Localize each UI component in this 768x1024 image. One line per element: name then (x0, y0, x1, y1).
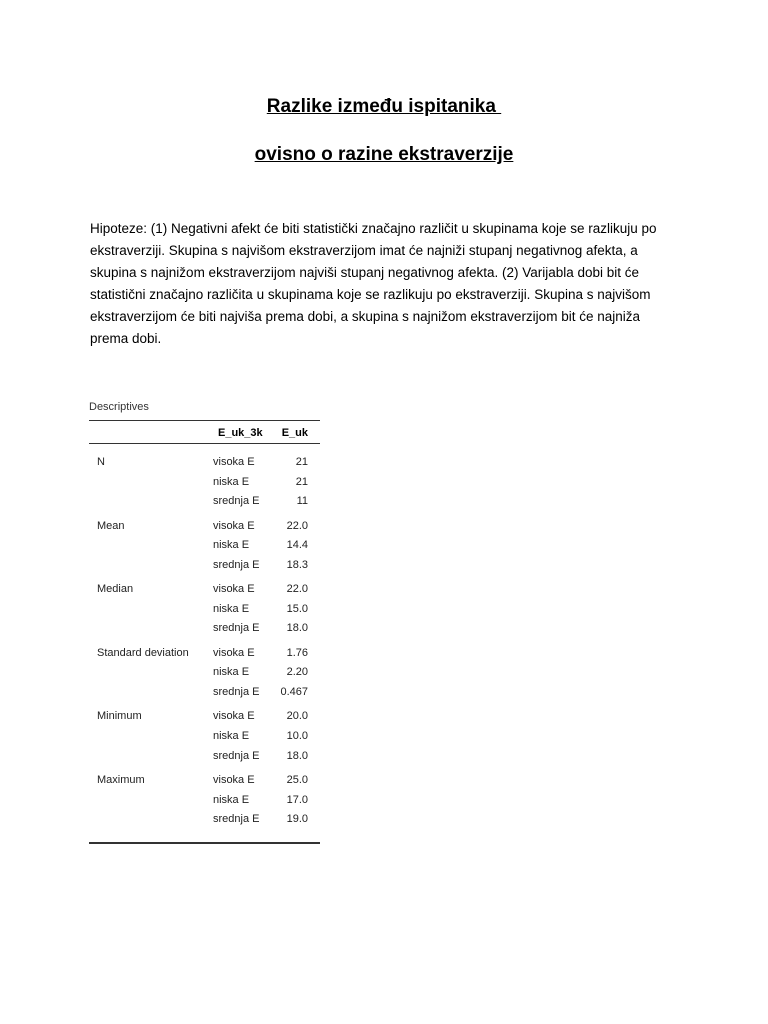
paragraph-line: Hipoteze: (1) Negativni afekt će biti statistički značajno različit u skupinama koje se razlikuju po (90, 221, 657, 236)
stat-label: Minimum (97, 710, 142, 723)
stat-label: Median (97, 583, 134, 596)
stat-label: Mean (97, 519, 125, 532)
value-cell: 22.0 (286, 519, 308, 532)
table-row (89, 557, 320, 577)
group-label: visoka E (213, 646, 255, 659)
stat-group (89, 708, 320, 772)
stat-group (89, 518, 320, 582)
group-label: visoka E (213, 710, 255, 723)
header-value-col: E_uk (281, 427, 308, 439)
value-cell: 15.0 (286, 602, 308, 615)
table-row (89, 811, 320, 831)
paragraph-line: ekstraverzijom će biti najviša prema dobi, a skupina s najnižom ekstraverzijom bit će najniža (90, 309, 640, 324)
document-title-line-2: ovisno o razine ekstraverzije (254, 144, 514, 165)
table-body (89, 444, 320, 844)
group-label: srednja E (213, 749, 260, 762)
table-caption: Descriptives (89, 401, 149, 413)
paragraph-line: prema dobi. (90, 331, 162, 346)
hypotheses-paragraph (90, 218, 680, 350)
table-row (89, 708, 320, 728)
stat-group (89, 454, 320, 518)
table-row (89, 664, 320, 684)
table-row (89, 792, 320, 812)
table-row (89, 518, 320, 538)
stat-label: N (97, 456, 105, 468)
document-title-line-1: Razlike između ispitanika (266, 96, 502, 117)
table-row (89, 474, 320, 494)
value-cell: 17.0 (286, 793, 308, 806)
value-cell: 2.20 (286, 666, 308, 679)
group-label: niska E (213, 475, 250, 488)
table-row (89, 728, 320, 748)
header-group-col: E_uk_3k (218, 427, 263, 439)
value-cell: 1.76 (286, 646, 308, 659)
descriptives-table (89, 420, 320, 844)
group-label: niska E (213, 602, 250, 615)
group-label: visoka E (213, 519, 255, 532)
value-cell: 11 (296, 495, 308, 508)
stat-group (89, 772, 320, 836)
group-label: visoka E (213, 456, 255, 468)
table-row (89, 748, 320, 768)
table-row (89, 537, 320, 557)
table-header-row (89, 421, 320, 444)
table-row (89, 684, 320, 704)
stat-label: Standard deviation (97, 646, 189, 659)
paragraph-line: ekstraverziji. Skupina s najvišom ekstraverzijom imat će najniži stupanj negativnog afekta, a (90, 243, 638, 258)
group-label: niska E (213, 793, 250, 806)
value-cell: 21 (295, 475, 308, 488)
group-label: srednja E (213, 558, 260, 571)
table-row (89, 454, 320, 474)
group-label: srednja E (213, 495, 260, 508)
value-cell: 18.3 (286, 558, 308, 571)
stat-group (89, 645, 320, 709)
group-label: srednja E (213, 813, 260, 826)
value-cell: 18.0 (286, 749, 308, 762)
paragraph-line: skupina s najnižom ekstraverzijom najviši stupanj negativnog afekta. (2) Varijabla dobi bit će (90, 265, 640, 280)
table-row (89, 601, 320, 621)
table-row (89, 493, 320, 513)
table-row (89, 645, 320, 665)
value-cell: 25.0 (286, 773, 308, 786)
value-cell: 19.0 (286, 813, 308, 826)
value-cell: 22.0 (286, 583, 308, 596)
value-cell: 21 (295, 456, 308, 468)
group-label: niska E (213, 666, 250, 679)
value-cell: 18.0 (286, 622, 308, 635)
table-row (89, 772, 320, 792)
value-cell: 0.467 (280, 685, 308, 698)
stat-group (89, 581, 320, 645)
group-label: visoka E (213, 773, 255, 786)
value-cell: 10.0 (286, 729, 308, 742)
table-row (89, 620, 320, 640)
group-label: visoka E (213, 583, 255, 596)
value-cell: 14.4 (286, 539, 308, 552)
paragraph-line: statistični značajno različita u skupinama koje se razlikuju po ekstraverziji. Skupina s najvišom (90, 287, 651, 302)
group-label: srednja E (213, 622, 260, 635)
stat-label: Maximum (97, 773, 145, 786)
table-row (89, 581, 320, 601)
group-label: niska E (213, 539, 250, 552)
value-cell: 20.0 (286, 710, 308, 723)
group-label: srednja E (213, 685, 260, 698)
group-label: niska E (213, 729, 250, 742)
